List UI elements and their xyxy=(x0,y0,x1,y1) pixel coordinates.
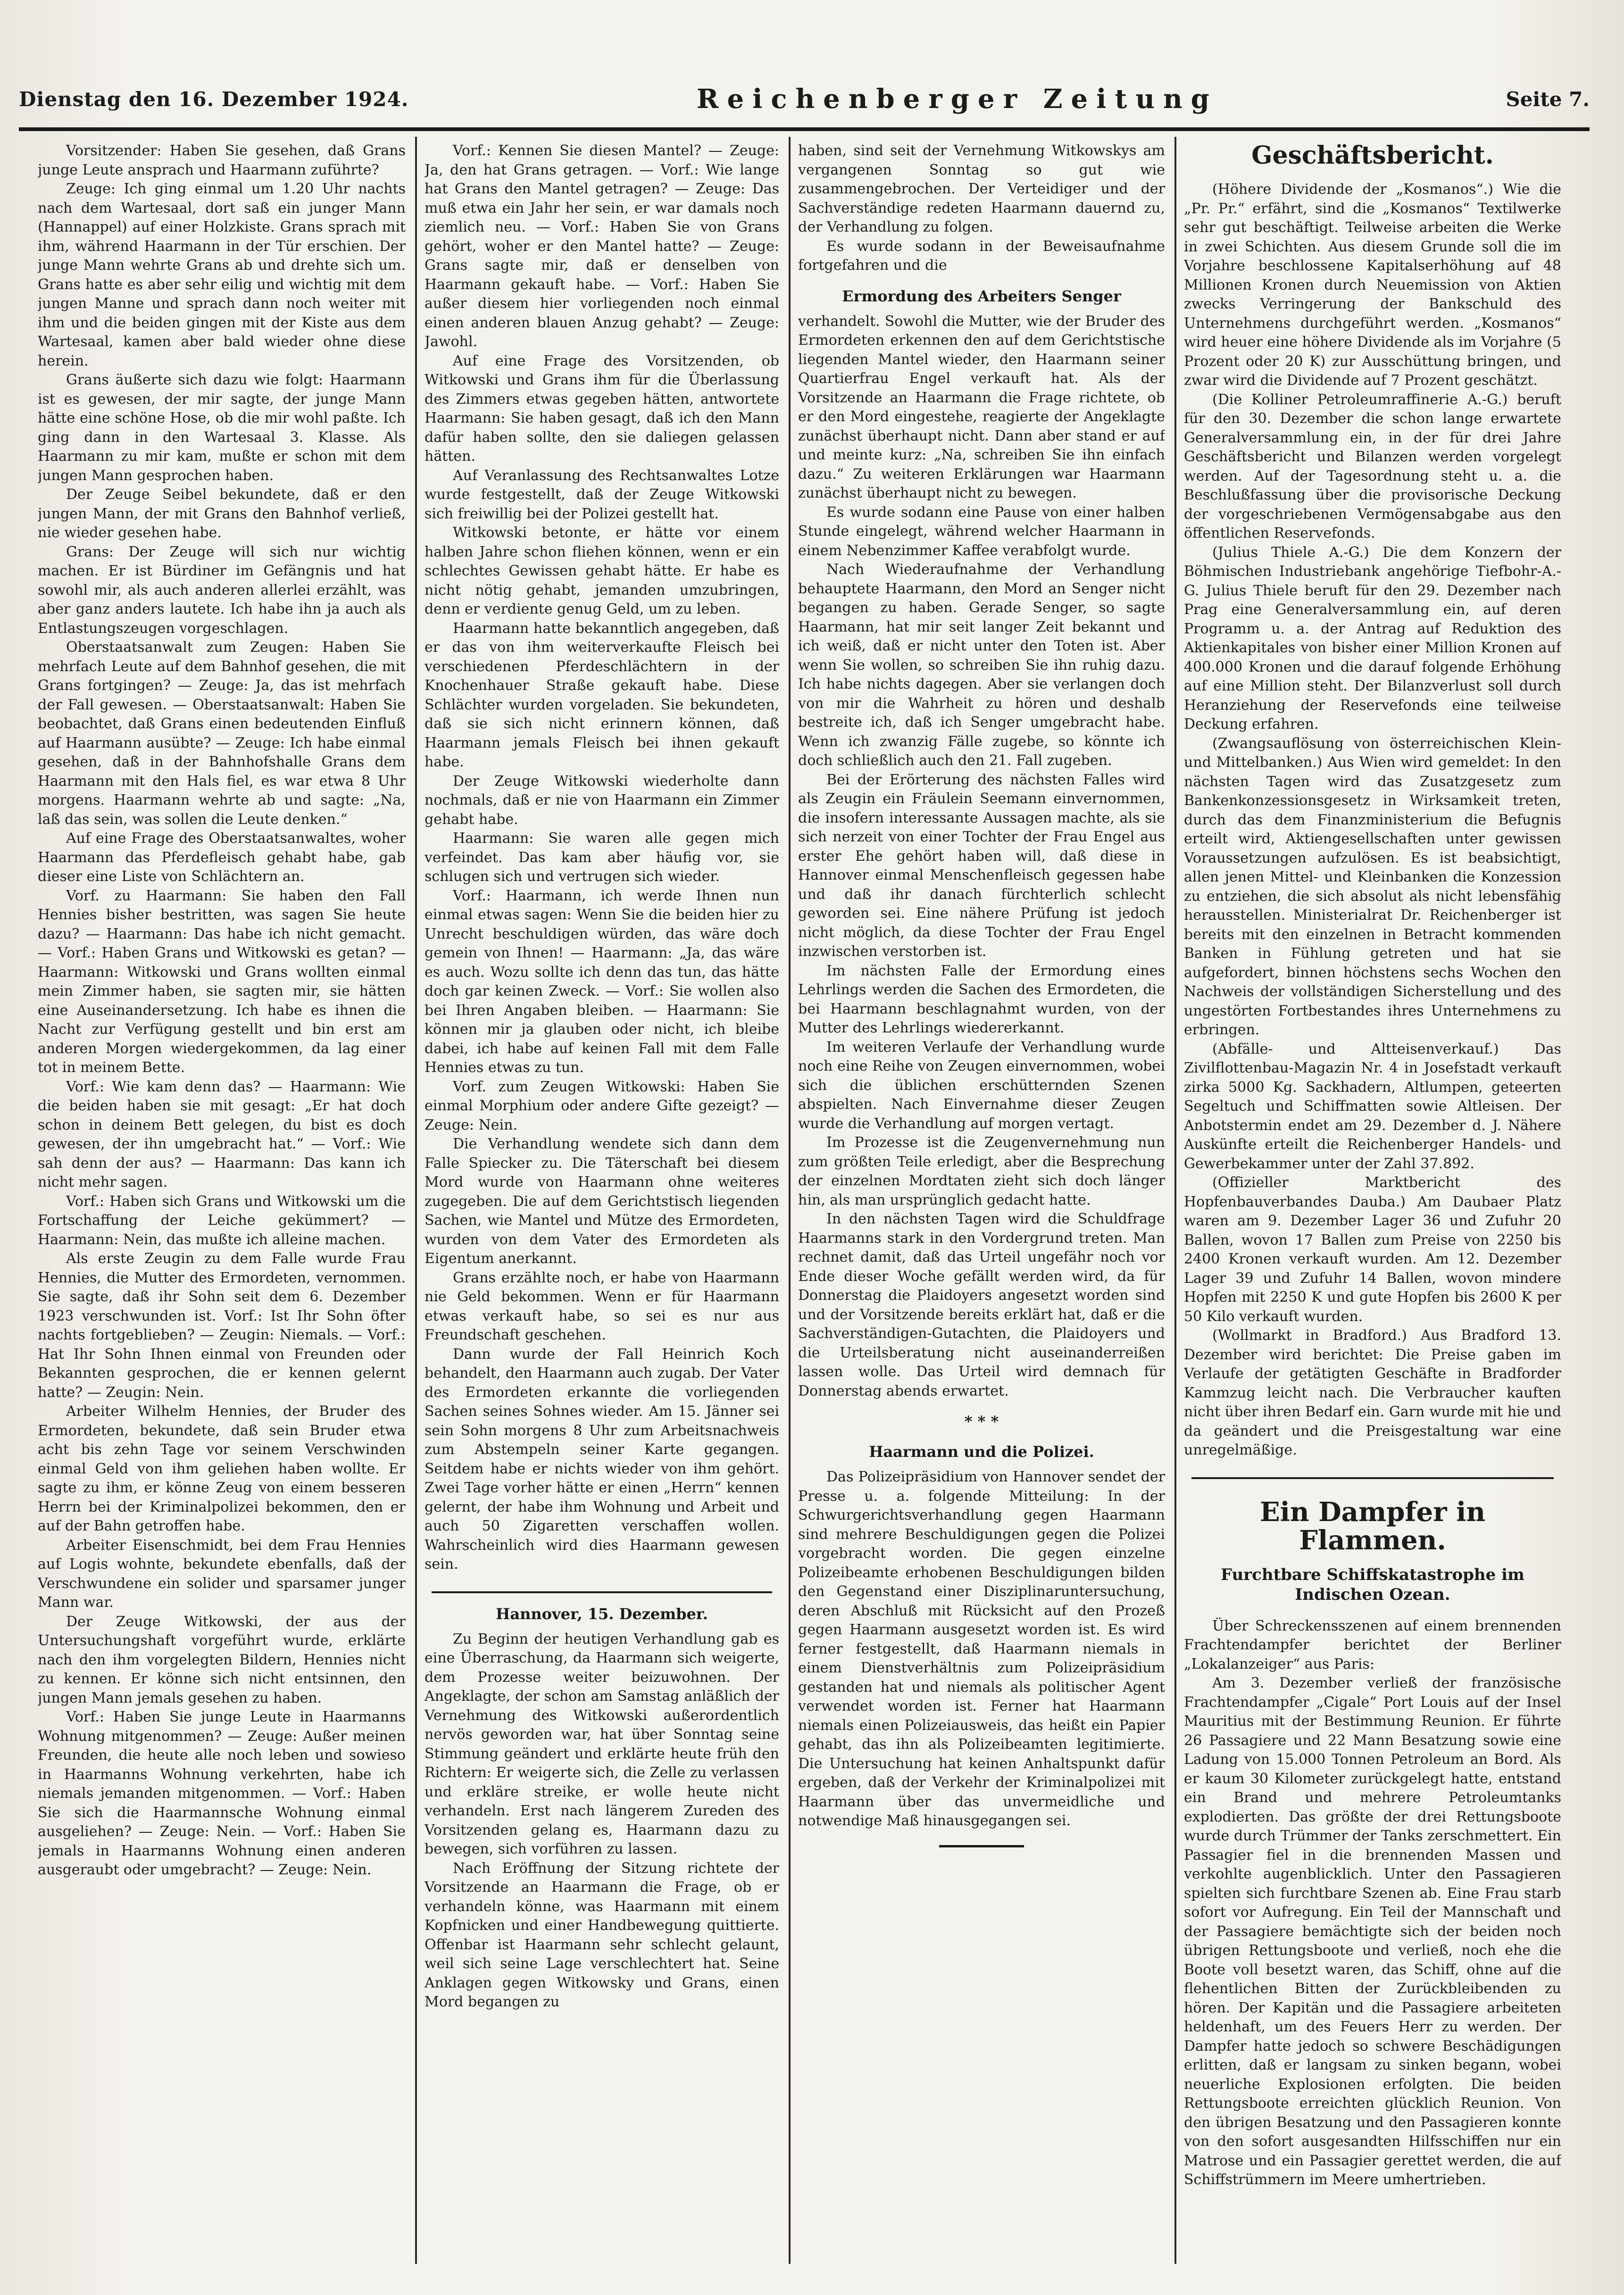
paragraph: (Wollmarkt in Bradford.) Aus Bradford 13. Dezember wird berichtet: Die Preise gaben im Verlaufe der getätigten Geschäfte in Bradforder Kammzug leicht nach. Die Verbraucher kauften nicht über ihren Bedarf ein. Garn wurde mit hie und da geändert und die Preisgestaltung war eine unregelmäßige. xyxy=(1184,1327,1561,1458)
paragraph: Es wurde sodann in der Beweisaufnahme fortgefahren und die xyxy=(798,238,1165,274)
masthead xyxy=(19,71,1590,127)
paragraph: haben, sind seit der Vernehmung Witkowskys am vergangenen Sonntag so gut wie zusammengebrochen. Der Verteidiger und der Sachverständige redeten Haarmann dauernd zu, der Verhandlung zu folgen. xyxy=(798,142,1165,235)
paragraph: (Julius Thiele A.-G.) Die dem Konzern der Böhmischen Industriebank angehörige Tiefbohr-A.-G. Julius Thiele beruft für den 29. Dezember nach Prag eine Generalversammlung ein, auf deren Programm u. a. der Antrag auf Reduktion des Aktienkapitales von bisher einer Million Kronen auf 400.000 Kronen und die darauf folgende Erhöhung auf eine Million steht. Der Bilanzverlust soll durch Heranziehung der Reservefonds eine teilweise Deckung erfahren. xyxy=(1184,544,1561,732)
paragraph: Vorf.: Wie kam denn das? — Haarmann: Wie die beiden haben sie mit gesagt: „Er hat doch schon in deinem Bett gelegen, du bist es doch gewesen, der ihn umgebracht hat.“ — Vorf.: Wie sah denn der aus? — Haarmann: Das kann ich nicht mehr sagen. xyxy=(38,1078,406,1190)
paragraph: Grans äußerte sich dazu wie folgt: Haarmann ist es gewesen, der mir sagte, der junge Mann hätte eine schöne Hose, ob die mir wohl paßte. Ich ging dann in den Wartesaal 3. Klasse. Als Haarmann zu mir kam, mußte er schon mit dem jungen Mann gesprochen haben. xyxy=(38,372,406,484)
paragraph: Im Prozesse ist die Zeugenvernehmung nun zum größten Teile erledigt, aber die Besprechung der einzelnen Mordtaten zieht sich doch länger hin, als man ursprünglich gedacht hatte. xyxy=(798,1134,1165,1208)
paragraph: Über Schreckensszenen auf einem brennenden Frachtendampfer berichtet der Berliner „Lokalanzeiger“ aus Paris: xyxy=(1184,1617,1561,1672)
paragraph: (Offizieller Marktbericht des Hopfenbauverbandes Dauba.) Am Daubaer Platz waren am 9. Dezember Lager 36 und Zufuhr 20 Ballen, wovon 17 Ballen zum Preise von 2250 bis 2400 Kronen verkauft wurden. Am 12. Dezember Lager 39 und Zufuhr 14 Ballen, wovon mindere Hopfen mit 2250 K und gute Hopfen bis 2600 K per 50 Kilo verkauft wurden. xyxy=(1184,1174,1561,1325)
article-subheadline: Furchtbare Schiffskatastrophe im Indischen Ozean. xyxy=(1220,1565,1525,1604)
paragraph: Dann wurde der Fall Heinrich Koch behandelt, den Haarmann auch zugab. Der Vater des Ermordeten erkannte die vorliegenden Sachen seines Sohnes wieder. Am 15. Jänner sei sein Sohn morgens 8 Uhr zum Arbeitsnachweis zum Abstempeln seiner Karte gegangen. Seitdem habe er nichts wieder von ihm gehört. Zwei Tage vorher hätte er einen „Herrn“ kennen gelernt, der habe ihm Wohnung und Arbeit und auch 50 Zigaretten verschaffen wollen. Wahrscheinlich wird dies Haarmann gewesen sein. xyxy=(425,1346,779,1572)
paragraph: Im nächsten Falle der Ermordung eines Lehrlings werden die Sachen des Ermordeten, die bei Haarmann beschlagnahmt wurden, von der Mutter des Lehrlings wiedererkannt. xyxy=(798,962,1165,1036)
paragraph: Vorf.: Haarmann, ich werde Ihnen nun einmal etwas sagen: Wenn Sie die beiden hier zu Unrecht beschuldigen würden, das wäre doch gemein von Ihnen! — Haarmann: „Ja, das wäre es auch. Wozu sollte ich denn das tun, das hätte doch gar keinen Zweck. — Vorf.: Sie wollen also bei Ihren Angaben bleiben. — Haarmann: Sie können mir ja glauben oder nicht, ich bleibe dabei, ich habe auf keinen Fall mit dem Falle Hennies etwas zu tun. xyxy=(425,887,779,1076)
paragraph: Vorf. zum Zeugen Witkowski: Haben Sie einmal Morphium oder andere Gifte gezeigt? — Zeuge: Nein. xyxy=(425,1078,779,1133)
paragraph: Vorf.: Haben sich Grans und Witkowski um die Fortschaffung der Leiche gekümmert? — Haarmann: Nein, das mußte ich alleine machen. xyxy=(38,1193,406,1248)
paragraph: Nach Wiederaufnahme der Verhandlung behauptete Haarmann, den Mord an Senger nicht begangen zu haben. Gerade Senger, so sagte Haarmann, hat mir seit langer Zeit bekannt und ich weiß, daß er nicht unter den Toten ist. Aber wenn Sie wollen, so schreiben Sie ihn ruhig dazu. Ich habe nichts dagegen. Aber sie verlangen doch von mir die Wahrheit zu hören und deshalb bestreite ich, daß ich Senger umgebracht habe. Wenn ich zwanzig Fälle zugebe, so könnte ich doch schließlich auch den 21. Fall zugeben. xyxy=(798,561,1165,769)
paragraph: (Zwangsauflösung von österreichischen Klein- und Mittelbanken.) Aus Wien wird gemeldet: In den nächsten Tagen wird das Zusatzgesetz zum Bankenkonzessionsgesetz in Wirksamkeit treten, durch das dem Finanzministerium die Befugnis erteilt wird, Aktiengesellschaften unter gewissen Voraussetzungen aufzulösen. Es ist beabsichtigt, allen jenen Mittel- und Kleinbanken die Konzession zu entziehen, die sich absolut als nicht lebensfähig herausstellen. Ministerialrat Dr. Reichenberger ist bereits mit den einzelnen in Betracht kommenden Banken in Fühlung getreten und hat sie aufgefordert, binnen höchstens sechs Wochen den Nachweis der vollständigen Sicherstellung und des ungestörten Fortbestandes ihres Unternehmens zu erbringen. xyxy=(1184,735,1561,1038)
separator-stars: * * * xyxy=(964,1413,999,1430)
paragraph: (Die Kolliner Petroleumraffinerie A.-G.) beruft für den 30. Dezember die schon lange erwartete Generalversammlung ein, in der für drei Jahre Geschäftsbericht und Bilanzen werden vorgelegt werden. Auf der Tagesordnung steht u. a. die Beschlußfassung über die provisorische Deckung der vorgeschriebenen Vermögensabgabe aus den öffentlichen Reservefonds. xyxy=(1184,391,1561,541)
column-3 xyxy=(798,141,1165,2259)
column-1 xyxy=(38,141,406,2259)
column-divider xyxy=(789,137,791,2264)
paragraph: Vorf. zu Haarmann: Sie haben den Fall Hennies bisher bestritten, was sagen Sie heute dazu? — Haarmann: Das habe ich nicht gemacht. — Vorf.: Haben Grans und Witkowski es getan? — Haarmann: Witkowski und Grans wollten einmal mein Zimmer haben, sie sagten mir, sie hätten eine Auseinandersetzung. Ich habe es ihnen die Nacht zur Verfügung gestellt und bin erst am anderen Morgen wiedergekommen, da lag einer tot in meinem Bette. xyxy=(38,887,406,1076)
paragraph: Grans: Der Zeuge will sich nur wichtig machen. Er ist Bürdiner im Gefängnis und hat sowohl mir, als auch anderen allerlei erzählt, was aber ganz anders lautete. Ich habe ihn ja auch als Entlastungszeugen vorgeschlagen. xyxy=(38,543,406,637)
column-4 xyxy=(1184,141,1561,2259)
paragraph: Die Verhandlung wendete sich dann dem Falle Spiecker zu. Die Täterschaft bei diesem Mord wurde von Haarmann ohne weiteres zugegeben. Die auf dem Gerichtstisch liegenden Sachen, wie Mantel und Mütze des Ermordeten, wurden von dem Vater des Ermordeten als Eigentum anerkannt. xyxy=(425,1136,779,1267)
section-heading: Ermordung des Arbeiters Senger xyxy=(842,287,1121,305)
paragraph: Bei der Erörterung des nächsten Falles wird als Zeugin ein Fräulein Seemann einvernommen, die insofern interessante Aussagen machte, als sie sich nerzeit von einer Tochter der Frau Engel aus erster Ehe gehört haben will, daß diese in Hannover einmal Menschenfleisch gegessen habe und daß ihr danach fürchterlich schlecht geworden sei. Eine nähere Prüfung ist jedoch nicht möglich, da diese Tochter der Frau Engel inzwischen verstorben ist. xyxy=(798,771,1165,960)
paragraph: Das Polizeipräsidium von Hannover sendet der Presse u. a. folgende Mitteilung: In der Schwurgerichtsverhandlung gegen Haarmann sind mehrere Beschuldigungen gegen die Polizei vorgebracht worden. Die gegen einzelne Polizeibeamte erhobenen Beschuldigungen bilden den Gegenstand einer Disziplinaruntersuchung, deren Abschluß mit Rücksicht auf den Prozeß gegen Haarmann ausgesetzt worden ist. Es wird ferner festgestellt, daß Haarmann niemals in einem Dienstverhältnis zum Polizeipräsidium gestanden hat und niemals als politischer Agent verwendet worden ist. Ferner hat Haarmann niemals einen Polizeiausweis, das heißt ein Papier gehabt, das ihn als Polizeibeamten legitimierte. Die Untersuchung hat keinen Anhaltspunkt dafür ergeben, daß der Verkehr der Kriminalpolizei mit Haarmann über das unvermeidliche und notwendige Maß hinausgegangen sei. xyxy=(798,1469,1165,1829)
paragraph: Grans erzählte noch, er habe von Haarmann nie Geld bekommen. Wenn er für Haarmann etwas verkauft habe, so sei es nur aus Freundschaft geschehen. xyxy=(425,1269,779,1343)
paragraph: Vorf.: Kennen Sie diesen Mantel? — Zeuge: Ja, den hat Grans getragen. — Vorf.: Wie lange hat Grans den Mantel getragen? — Zeuge: Das muß etwa ein Jahr her sein, er war damals noch ziemlich neu. — Vorf.: Haben Sie von Grans gehört, woher er den Mantel hatte? — Zeuge: Grans sagte mir, daß er denselben von Haarmann gekauft habe. — Vorf.: Haben Sie außer diesem hier vorliegenden noch einmal einen anderen blauen Anzug gehabt? — Zeuge: Jawohl. xyxy=(425,142,779,350)
section-rule xyxy=(432,1591,772,1593)
paragraph: Der Zeuge Witkowski, der aus der Untersuchungshaft vorgeführt wurde, erklärte nach den ihm vorgelegten Bildern, Hennies nicht zu kennen. Er könne sich nicht entsinnen, den jungen Mann jemals gesehen zu haben. xyxy=(38,1613,406,1706)
paragraph: Im weiteren Verlaufe der Verhandlung wurde noch eine Reihe von Zeugen einvernommen, wobei sich die üblichen erschütternden Szenen abspielten. Nach Einvernahme dieser Zeugen wurde die Verhandlung auf morgen vertagt. xyxy=(798,1039,1165,1132)
paragraph: (Höhere Dividende der „Kosmanos“.) Wie die „Pr. Pr.“ erfährt, sind die „Kosmanos“ Textilwerke sehr gut beschäftigt. Teilweise arbeiten die Werke in zwei Schichten. Aus diesem Grunde soll die im Vorjahre beschlossene Kapitalserhöhung auf 48 Millionen Kronen durch Neuemission von Aktien zwecks Verringerung der Bankschuld des Unternehmens durchgeführt werden. „Kosmanos“ wird heuer eine höhere Dividende als im Vorjahre (5 Prozent oder 20 K) zur Ausschüttung bringen, und zwar wird die Dividende auf 7 Prozent geschätzt. xyxy=(1184,181,1561,389)
column-2 xyxy=(425,141,779,2259)
newspaper-title: Reichenberger Zeitung xyxy=(696,83,1218,115)
paragraph: Auf Veranlassung des Rechtsanwaltes Lotze wurde festgestellt, daß der Zeuge Witkowski sich freiwillig bei der Polizei gestellt hat. xyxy=(425,467,779,522)
paragraph: Zeuge: Ich ging einmal um 1.20 Uhr nachts nach dem Wartesaal, dort saß ein junger Mann (Hannappel) auf einer Holzkiste. Grans sprach mit ihm, während Haarmann in der Tür erschien. Der junge Mann wehrte Grans ab und drehte sich um. Grans hatte es aber sehr eilig und wichtig mit dem jungen Manne und sprach dann noch weiter mit ihm und die beiden gingen mit der Kiste aus dem Wartesaal, kamen aber bald wieder ohne diese herein. xyxy=(38,181,406,369)
paragraph: Vorsitzender: Haben Sie gesehen, daß Grans junge Leute ansprach und Haarmann zuführte? xyxy=(38,142,406,178)
paragraph: Der Zeuge Seibel bekundete, daß er den jungen Mann, der mit Grans den Bahnhof verließ, nie wieder gesehen habe. xyxy=(38,486,406,541)
paragraph: In den nächsten Tagen wird die Schuldfrage Haarmanns stark in den Vordergrund treten. Man rechnet damit, daß das Urteil ungefähr noch vor Ende dieser Woche gefällt werden wird, da für Donnerstag die Plaidoyers angesetzt worden sind und der Vorsitzende bereits erklärt hat, daß er die Sachverständigen-Gutachten, die Plaidoyers und die Urteilsberatung nicht auseinanderreißen lassen wolle. Das Urteil wird demnach für Donnerstag abends erwartet. xyxy=(798,1211,1165,1399)
paragraph: Auf eine Frage des Vorsitzenden, ob Witkowski und Grans ihm für die Überlassung des Zimmers etwas gegeben hätten, antwortete Haarmann: Sie haben gesagt, daß ich den Mann dafür haben sollte, den sie daliegen gelassen hätten. xyxy=(425,352,779,465)
paragraph: Oberstaatsanwalt zum Zeugen: Haben Sie mehrfach Leute auf dem Bahnhof gesehen, die mit Grans fortgingen? — Zeuge: Ja, das ist mehrfach der Fall gewesen. — Oberstaatsanwalt: Haben Sie beobachtet, daß Grans einen bedeutenden Einfluß auf Haarmann ausübte? — Zeuge: Ich habe einmal gesehen, daß in der Bahnhofshalle Grans dem Haarmann mit den Hals fiel, es war etwa 8 Uhr morgens. Haarmann wehrte ab und sagte: „Na, laß das sein, was sollen die Leute denken.“ xyxy=(38,639,406,828)
paragraph: Vorf.: Haben Sie junge Leute in Haarmanns Wohnung mitgenommen? — Zeuge: Außer meinen Freunden, die heute alle noch leben und sowieso in Haarmanns Wohnung verkehrten, habe ich niemals jemanden mitgenommen. — Vorf.: Haben Sie sich die Haarmannsche Wohnung einmal ausgeliehen? — Zeuge: Nein. — Vorf.: Haben Sie jemals in Haarmanns Wohnung einen anderen ausgeraubt oder umgebracht? — Zeuge: Nein. xyxy=(38,1709,406,1878)
paragraph: Arbeiter Wilhelm Hennies, der Bruder des Ermordeten, bekundete, daß sein Bruder etwa acht bis zehn Tage vor seinem Verschwinden einmal Geld von ihm geliehen haben wollte. Er sagte zu ihm, er könne Zeug von einem besseren Herrn bei der Kriminalpolizei bekommen, den er auf der Bahn getroffen habe. xyxy=(38,1403,406,1534)
paragraph: Zu Beginn der heutigen Verhandlung gab es eine Überraschung, da Haarmann sich weigerte, dem Prozesse weiter beizuwohnen. Der Angeklagte, der schon am Samstag anläßlich der Vernehmung des Witkowski außerordentlich nervös geworden war, hat über Sonntag seine Stimmung geändert und erklärte heute früh den Richtern: Er weigerte sich, die Zelle zu verlassen und erkläre streike, er wolle heute nicht verhandeln. Erst nach längerem Zureden des Vorsitzenden gelang es, Haarmann dazu zu bewegen, sich vorführen zu lassen. xyxy=(425,1630,779,1857)
column-divider xyxy=(1174,137,1176,2264)
paragraph: Es wurde sodann eine Pause von einer halben Stunde eingelegt, während welcher Haarmann in einem Nebenzimmer Kaffee verabfolgt wurde. xyxy=(798,504,1165,559)
section-title: Geschäftsbericht. xyxy=(1251,141,1494,170)
paragraph: Haarmann hatte bekanntlich angegeben, daß er das von ihm weiterverkaufte Fleisch bei verschiedenen Pferdeschlächtern in der Knochenhauer Straße gekauft habe. Diese Schlächter wurden vorgeladen. Sie bekundeten, daß sie sich nicht erinnern können, daß Haarmann jemals Fleisch bei ihnen gekauft habe. xyxy=(425,620,779,770)
dateline-heading: Hannover, 15. Dezember. xyxy=(496,1605,708,1623)
issue-date: Dienstag den 16. Dezember 1924. xyxy=(19,87,409,111)
paragraph: verhandelt. Sowohl die Mutter, wie der Bruder des Ermordeten erkennen den auf dem Gerichtstische liegenden Mantel wieder, den Haarmann seiner Quartierfrau Engel verkauft hat. Als der Vorsitzende an Haarmann die Frage richtete, ob er den Mord eingestehe, reagierte der Angeklagte zunächst überhaupt nicht. Dann aber stand er auf und meinte kurz: „Na, schreiben Sie ihn einfach dazu.“ Zu weiteren Erklärungen war Haarmann zunächst überhaupt nicht zu bewegen. xyxy=(798,313,1165,501)
paragraph: Haarmann: Sie waren alle gegen mich verfeindet. Das kam aber häufig vor, sie schlugen sich und vertrugen sich wieder. xyxy=(425,830,779,885)
paragraph: (Abfälle- und Altteisenverkauf.) Das Zivilflottenbau-Magazin Nr. 4 in Josefstadt verkauft zirka 5000 Kg. Sackhadern, Altlumpen, geteerten Segeltuch und Schiffmatten sowie Altleisen. Der Anbotstermin endet am 29. Dezember d. J. Nähere Auskünfte erteilt die Reichenberger Handels- und Gewerbekammer unter der Zahl 37.892. xyxy=(1184,1040,1561,1172)
paragraph: Der Zeuge Witkowski wiederholte dann nochmals, daß er nie von Haarmann ein Zimmer gehabt habe. xyxy=(425,773,779,828)
paragraph: Nach Eröffnung der Sitzung richtete der Vorsitzende an Haarmann die Frage, ob er verhandeln könne, was Haarmann mit einem Kopfnicken und einer Handbewegung quittierte. Offenbar ist Haarmann sehr schlecht gelaunt, weil sich seine Lage verschlechtert hat. Seine Anklagen gegen Witkowsky und Grans, einen Mord begangen zu xyxy=(425,1860,779,2010)
paragraph: Auf eine Frage des Oberstaatsanwaltes, woher Haarmann das Pferdefleisch gehabt habe, gab dieser eine Liste von Schlächtern an. xyxy=(38,830,406,885)
paragraph: Am 3. Dezember verließ der französische Frachtendampfer „Cigale“ Port Louis auf der Insel Mauritius mit der Bestimmung Reunion. Er führte 26 Passagiere und 22 Mann Besatzung sowie eine Ladung von 15.000 Tonnen Petroleum an Bord. Als er kaum 30 Kilometer zurückgelegt hatte, entstand ein Brand und mehrere Petroleumtanks explodierten. Das größte der drei Rettungsboote wurde durch Trümmer der Tanks zerschmettert. Ein Passagier fiel in die brennenden Massen und verkohlte augenblicklich. Unter den Passagieren spielten sich furchtbare Szenen ab. Eine Frau starb sofort vor Aufregung. Ein Teil der Mannschaft und der Passagiere bemächtigte sich der beiden noch übrigen Rettungsboote und verließ, noch ehe die Boote voll besetzt waren, das Schiff, ohne auf die flehentlichen Bitten der Zurückbleibenden zu hören. Der Kapitän und die Passagiere arbeiteten heldenhaft, um des Feuers Herr zu werden. Der Dampfer hatte jedoch so schwere Beschädigungen erlitten, daß er langsam zu sinken begann, wobei neuerliche Explosionen erfolgten. Die beiden Rettungsboote erreichten glücklich Reunion. Von den übrigen Besatzung und den Passagieren konnte von den sofort ausgesandten Hilfsschiffen nur ein Matrose und ein Passagier gerettet werden, die auf Schiffstrümmern im Meere umhertrieben. xyxy=(1184,1675,1561,2188)
section-rule xyxy=(1191,1477,1554,1479)
paragraph: Arbeiter Eisenschmidt, bei dem Frau Hennies auf Logis wohnte, bekundete ebenfalls, daß der Verschwundene ein solider und sparsamer junger Mann war. xyxy=(38,1537,406,1611)
section-heading: Haarmann und die Polizei. xyxy=(869,1443,1094,1461)
paragraph: Witkowski betonte, er hätte vor einem halben Jahre schon fliehen können, wenn er ein schlechtes Gewissen gehabt hätte. Er habe es nicht nötig gehabt, jemanden umzubringen, denn er verdiente genug Geld, um zu leben. xyxy=(425,524,779,617)
paragraph: Als erste Zeugin zu dem Falle wurde Frau Hennies, die Mutter des Ermordeten, vernommen. Sie sagte, daß ihr Sohn seit dem 6. Dezember 1923 verschwunden ist. Vorf.: Ist Ihr Sohn öfter nachts fortgeblieben? — Zeugin: Niemals. — Vorf.: Hat Ihr Sohn Ihnen einmal von Freunden oder Bekannten gesprochen, die er kennen gelernt hatte? — Zeugin: Nein. xyxy=(38,1250,406,1401)
column-divider xyxy=(415,137,417,2264)
section-end-rule xyxy=(939,1845,1024,1847)
page-number: Seite 7. xyxy=(1506,87,1590,111)
article-headline: Ein Dampfer in Flammen. xyxy=(1259,1496,1486,1556)
masthead-rule xyxy=(19,127,1590,131)
